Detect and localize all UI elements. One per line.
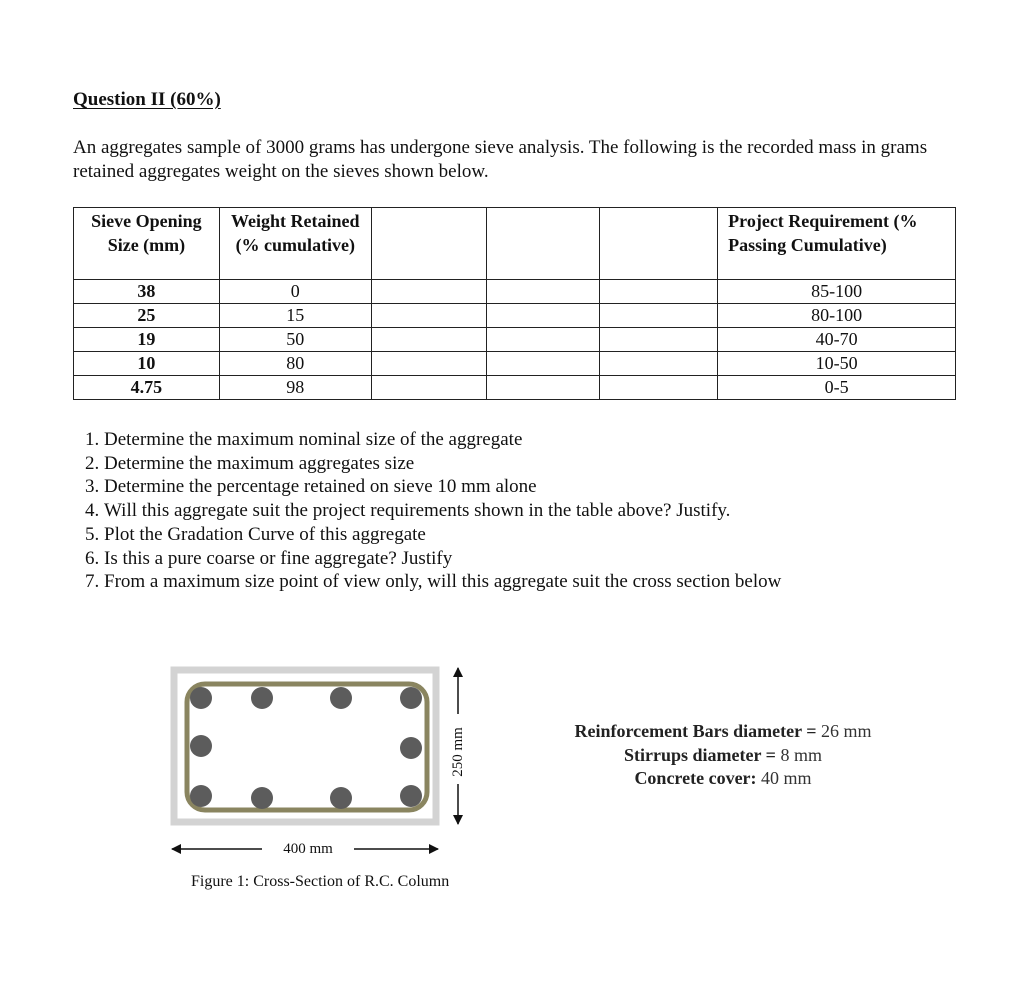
rebar bbox=[330, 787, 352, 809]
figure-caption: Figure 1: Cross-Section of R.C. Column bbox=[191, 873, 450, 890]
note-line bbox=[523, 744, 923, 768]
blank-cell bbox=[486, 352, 600, 376]
header-sieve-size: Sieve Opening Size (mm) bbox=[74, 208, 220, 280]
table-row bbox=[74, 328, 956, 352]
note-value: 40 mm bbox=[761, 768, 812, 788]
note-label: Stirrups diameter = bbox=[624, 744, 776, 765]
rebar bbox=[190, 687, 212, 709]
table-row bbox=[74, 280, 956, 304]
question-item: 1. Determine the maximum nominal size of the aggregate bbox=[104, 428, 781, 452]
question-item: 2. Determine the maximum aggregates size bbox=[104, 452, 781, 476]
rebar bbox=[251, 687, 273, 709]
requirement-cell: 40-70 bbox=[718, 328, 956, 352]
rebar bbox=[400, 687, 422, 709]
sieve-cell: 38 bbox=[74, 280, 220, 304]
blank-cell bbox=[371, 304, 486, 328]
question-heading: Question II (60%) bbox=[73, 89, 221, 110]
question-item: 4. Will this aggregate suit the project requirements shown in the table above? Justify. bbox=[104, 499, 781, 523]
question-item: 6. Is this a pure coarse or fine aggregate? Justify bbox=[104, 547, 781, 571]
blank-cell bbox=[600, 328, 718, 352]
blank-cell bbox=[486, 328, 600, 352]
blank-cell bbox=[371, 280, 486, 304]
question-item: 5. Plot the Gradation Curve of this aggregate bbox=[104, 523, 781, 547]
note-line bbox=[523, 720, 923, 744]
sieve-cell: 4.75 bbox=[74, 376, 220, 400]
header-weight-retained: Weight Retained (% cumulative) bbox=[219, 208, 371, 280]
table-row bbox=[74, 352, 956, 376]
question-item: 3. Determine the percentage retained on sieve 10 mm alone bbox=[104, 475, 781, 499]
note-line bbox=[523, 767, 923, 791]
height-label: 250 mm bbox=[450, 727, 466, 777]
weight-cell: 15 bbox=[219, 304, 371, 328]
requirement-cell: 10-50 bbox=[718, 352, 956, 376]
sieve-cell: 19 bbox=[74, 328, 220, 352]
table-row bbox=[74, 304, 956, 328]
blank-cell bbox=[600, 352, 718, 376]
blank-cell bbox=[371, 376, 486, 400]
question-item: 7. From a maximum size point of view only, will this aggregate suit the cross section below bbox=[104, 570, 781, 594]
header-blank-1 bbox=[371, 208, 486, 280]
note-value: 8 mm bbox=[780, 744, 822, 765]
sieve-cell: 10 bbox=[74, 352, 220, 376]
concrete-section bbox=[174, 670, 436, 822]
weight-cell: 0 bbox=[219, 280, 371, 304]
header-project-requirement: Project Requirement (% Passing Cumulative) bbox=[718, 208, 956, 280]
stirrup bbox=[187, 684, 427, 810]
requirement-cell: 80-100 bbox=[718, 304, 956, 328]
blank-cell bbox=[486, 304, 600, 328]
rebar bbox=[190, 785, 212, 807]
width-label: 400 mm bbox=[283, 841, 333, 857]
note-label: Concrete cover: bbox=[634, 768, 757, 788]
note-label: Reinforcement Bars diameter = bbox=[574, 721, 817, 741]
sieve-table bbox=[73, 207, 956, 400]
requirement-cell: 85-100 bbox=[718, 280, 956, 304]
table-header-row bbox=[74, 208, 956, 280]
weight-cell: 98 bbox=[219, 376, 371, 400]
rebar bbox=[400, 785, 422, 807]
rebar bbox=[190, 735, 212, 757]
column-cross-section-figure bbox=[160, 660, 480, 900]
weight-cell: 50 bbox=[219, 328, 371, 352]
intro-paragraph: An aggregates sample of 3000 grams has undergone sieve analysis. The following is the recorded mass in grams retained aggregates weight on the sieves shown below. bbox=[73, 137, 928, 182]
sieve-cell: 25 bbox=[74, 304, 220, 328]
header-blank-2 bbox=[486, 208, 600, 280]
weight-cell: 80 bbox=[219, 352, 371, 376]
note-value: 26 mm bbox=[821, 721, 872, 741]
blank-cell bbox=[600, 280, 718, 304]
blank-cell bbox=[371, 352, 486, 376]
blank-cell bbox=[600, 376, 718, 400]
rebar bbox=[251, 787, 273, 809]
rebar bbox=[330, 687, 352, 709]
section-notes bbox=[523, 720, 923, 791]
blank-cell bbox=[486, 376, 600, 400]
blank-cell bbox=[371, 328, 486, 352]
blank-cell bbox=[600, 304, 718, 328]
table-row bbox=[74, 376, 956, 400]
blank-cell bbox=[486, 280, 600, 304]
header-blank-3 bbox=[600, 208, 718, 280]
requirement-cell: 0-5 bbox=[718, 376, 956, 400]
rebar bbox=[400, 737, 422, 759]
question-list bbox=[73, 428, 781, 594]
